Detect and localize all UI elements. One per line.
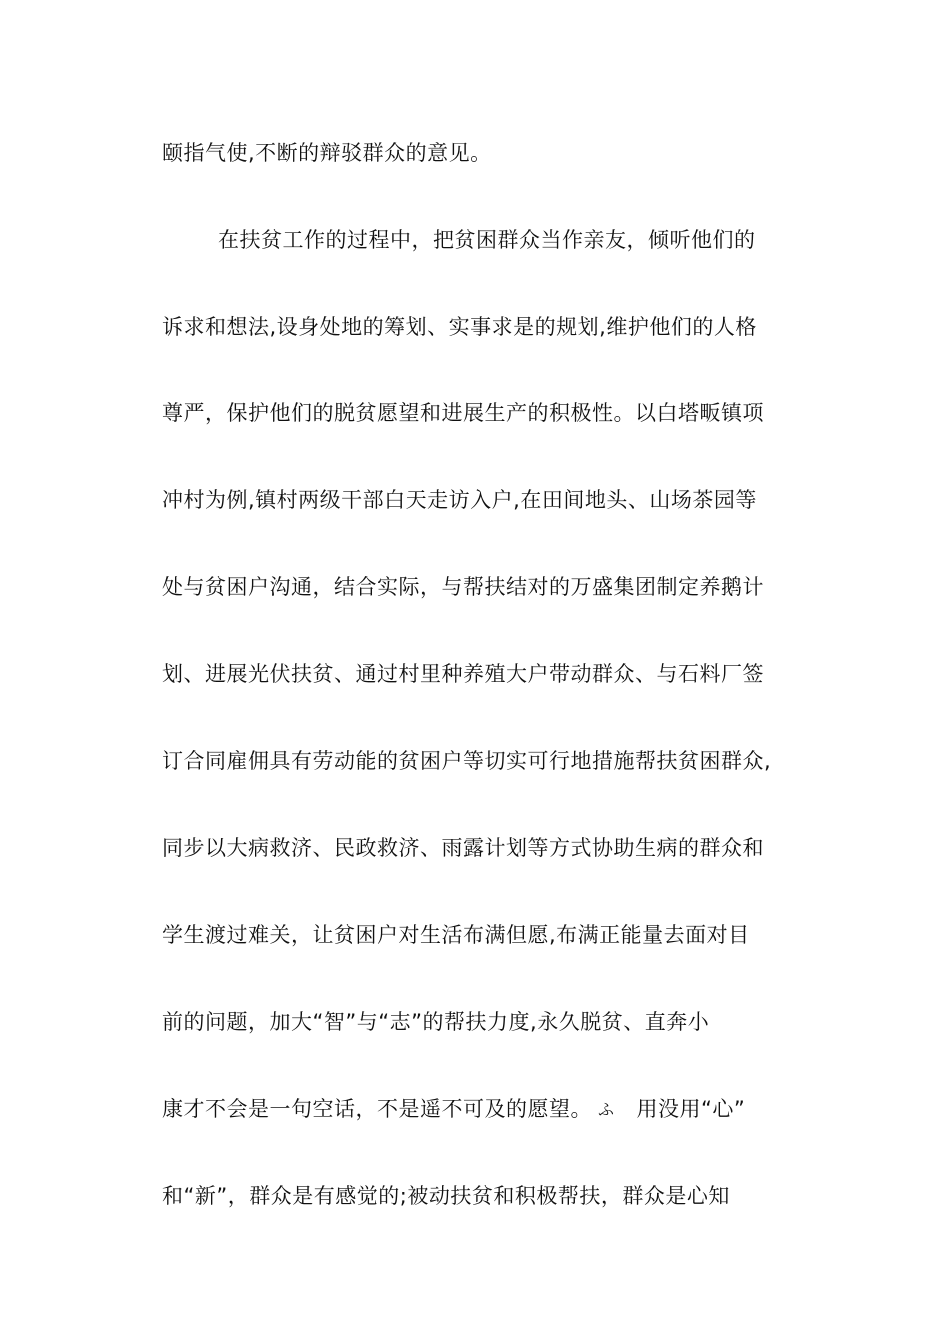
text-line-7: 划、进展光伏扶贫、通过村里种养殖大户带动群众、与石料厂签	[162, 662, 764, 686]
text-line-9: 同步以大病救济、民政救济、雨露计划等方式协助生病的群众和	[162, 836, 764, 860]
text-line-4: 尊严，保护他们的脱贫愿望和进展生产的积极性。以白塔畈镇项	[162, 401, 764, 425]
text-line-10: 学生渡过难关，让贫困户对生活布满但愿,布满正能量去面对目	[162, 923, 750, 947]
text-line-5: 冲村为例,镇村两级干部白天走访入户,在田间地头、山场茶园等	[162, 488, 757, 512]
text-line-13: 和“新”，群众是有感觉的;被动扶贫和积极帮扶，群众是心知	[162, 1184, 730, 1208]
text-line-8: 订合同雇佣具有劳动能的贫困户等切实可行地措施帮扶贫困群众,	[162, 749, 772, 773]
text-line-2: 在扶贫工作的过程中，把贫困群众当作亲友，倾听他们的	[218, 228, 756, 252]
text-line-12	[162, 1094, 802, 1125]
text-line-11: 前的问题，加大“智”与“志”的帮扶力度,永久脱贫、直奔小	[162, 1010, 710, 1034]
text-line-6: 处与贫困户沟通，结合实际，与帮扶结对的万盛集团制定养鹅计	[162, 575, 764, 599]
text-line-12-main: 康才不会是一句空话，不是遥不可及的愿望。	[162, 1097, 592, 1121]
text-line-12-tail: 用没用“心”	[636, 1097, 746, 1121]
text-line-1: 颐指气使,不断的辩驳群众的意见。	[162, 141, 492, 165]
text-line-3: 诉求和想法,设身处地的筹划、实事求是的规划,维护他们的人格	[162, 315, 757, 339]
glyph-symbol: ふ	[598, 1100, 615, 1119]
